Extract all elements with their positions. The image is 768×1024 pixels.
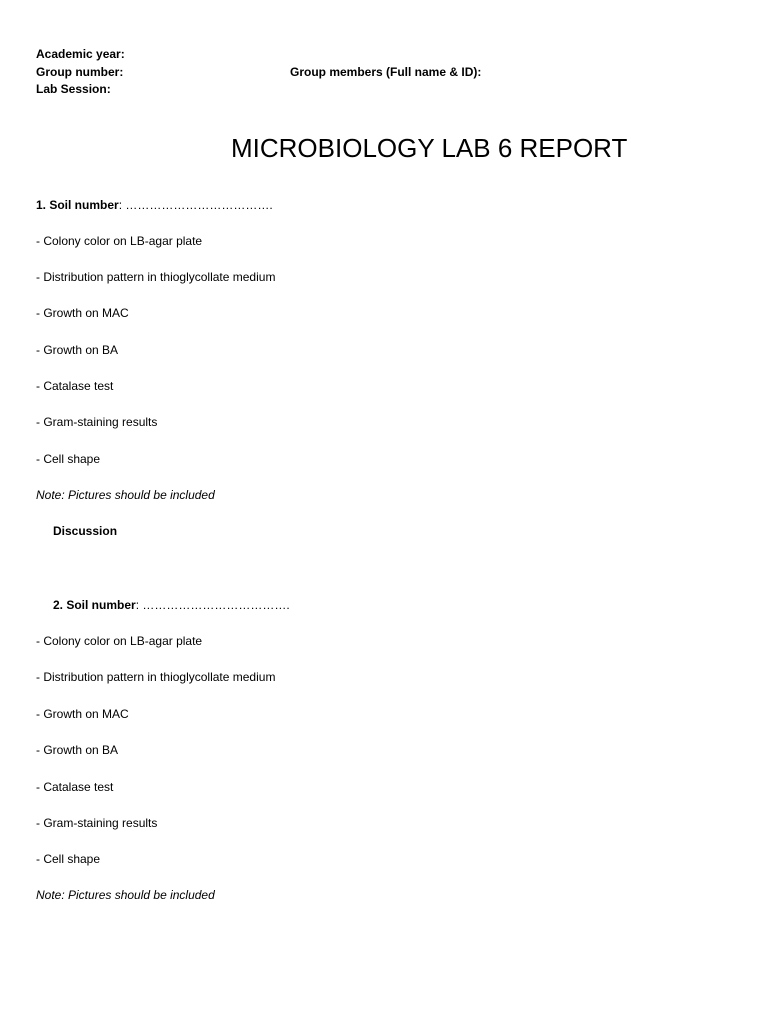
section-1-item-colony-color: - Colony color on LB-agar plate [36, 234, 203, 248]
section-1-soil-number-dots: : ………………………………. [118, 198, 273, 212]
section-1-item-gram-staining: - Gram-staining results [36, 415, 158, 429]
section-2-note: Note: Pictures should be included [36, 888, 215, 902]
section-2-soil-number-label: 2. Soil number [53, 598, 136, 612]
academic-year-label: Academic year: [36, 47, 125, 61]
section-2-item-growth-ba: - Growth on BA [36, 743, 119, 757]
section-1-note: Note: Pictures should be included [36, 488, 215, 502]
section-1-item-distribution-pattern: - Distribution pattern in thioglycollate medium [36, 270, 276, 284]
section-2-soil-number-dots: : ………………………………. [135, 598, 290, 612]
section-2-item-colony-color: - Colony color on LB-agar plate [36, 634, 203, 648]
section-2-item-cell-shape: - Cell shape [36, 852, 101, 866]
group-number-label: Group number: [36, 65, 124, 79]
section-2-item-growth-mac: - Growth on MAC [36, 707, 129, 721]
section-1-item-growth-mac: - Growth on MAC [36, 306, 129, 320]
section-2-item-catalase-test: - Catalase test [36, 780, 114, 794]
section-1-item-cell-shape: - Cell shape [36, 452, 101, 466]
section-2-soil-number [53, 597, 290, 613]
page-title: MICROBIOLOGY LAB 6 REPORT [231, 133, 628, 163]
section-2-item-gram-staining: - Gram-staining results [36, 816, 158, 830]
lab-session-label: Lab Session: [36, 82, 111, 96]
section-1-item-catalase-test: - Catalase test [36, 379, 114, 393]
section-1-soil-number [36, 197, 273, 213]
section-1-item-growth-ba: - Growth on BA [36, 343, 119, 357]
group-members-label: Group members (Full name & ID): [290, 65, 482, 79]
section-1-soil-number-label: 1. Soil number [36, 198, 119, 212]
section-1-discussion-heading: Discussion [53, 524, 118, 538]
section-2-item-distribution-pattern: - Distribution pattern in thioglycollate medium [36, 670, 276, 684]
